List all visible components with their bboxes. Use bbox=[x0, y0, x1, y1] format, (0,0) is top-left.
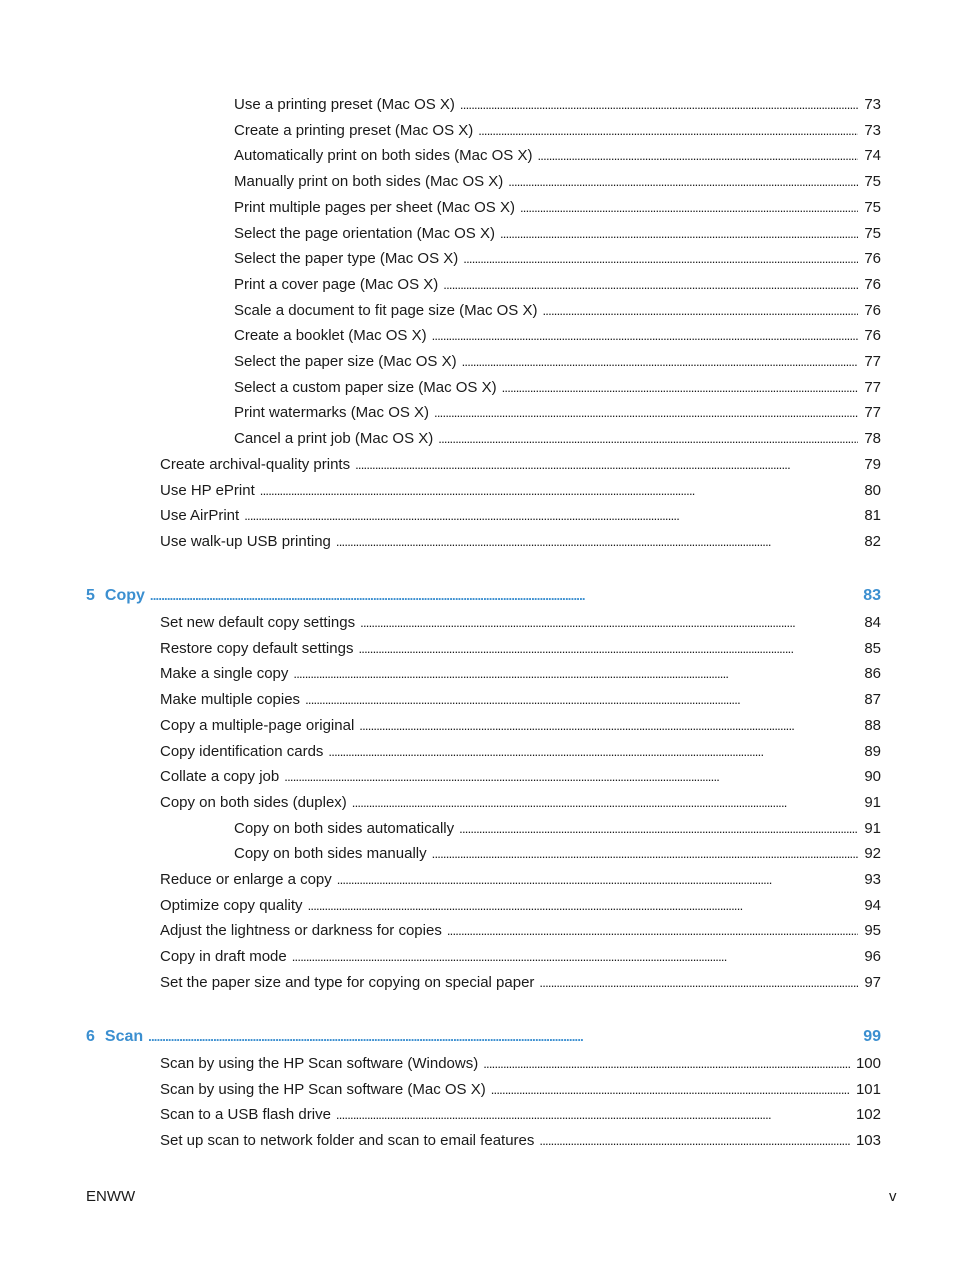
dot-leader bbox=[284, 767, 858, 787]
toc-entry-title: Scale a document to fit page size (Mac OS X) bbox=[234, 301, 538, 319]
dot-leader bbox=[478, 121, 858, 141]
toc-entry-title: Set up scan to network folder and scan to email features bbox=[160, 1132, 535, 1150]
toc-page-number: 75 bbox=[864, 224, 881, 242]
toc-page-number: 82 bbox=[864, 532, 881, 550]
toc-entry-title: Print multiple pages per sheet (Mac OS X) bbox=[234, 198, 515, 216]
dot-leader bbox=[502, 378, 859, 398]
toc-entry[interactable] bbox=[160, 532, 881, 552]
dot-leader bbox=[443, 275, 858, 295]
footer-left-label: ENWW bbox=[86, 1188, 136, 1205]
dot-leader bbox=[148, 1027, 857, 1047]
toc-entry[interactable] bbox=[234, 403, 881, 423]
toc-page-number: 89 bbox=[864, 742, 881, 760]
toc-entry-title: Copy on both sides manually bbox=[234, 845, 427, 863]
toc-entry[interactable] bbox=[234, 172, 881, 192]
toc-entry[interactable] bbox=[160, 767, 881, 787]
dot-leader bbox=[447, 921, 858, 941]
toc-entry-title: Create archival-quality prints bbox=[160, 455, 351, 473]
toc-entry-title: Adjust the lightness or darkness for copies bbox=[160, 922, 442, 940]
toc-entry[interactable] bbox=[234, 224, 881, 244]
toc-entry-title: Print a cover page (Mac OS X) bbox=[234, 275, 439, 293]
dot-leader bbox=[244, 506, 858, 526]
toc-entry[interactable] bbox=[234, 275, 881, 295]
dot-leader bbox=[432, 844, 859, 864]
dot-leader bbox=[305, 690, 858, 710]
toc-entry-title: Scan by using the HP Scan software (Mac OS X) bbox=[160, 1080, 486, 1098]
toc-entry-title: Reduce or enlarge a copy bbox=[160, 871, 332, 888]
toc-entry-title: Copy on both sides automatically bbox=[234, 819, 455, 837]
dot-leader bbox=[328, 742, 858, 762]
toc-page-number: 79 bbox=[864, 455, 881, 473]
toc-entry[interactable] bbox=[234, 844, 881, 864]
toc-entry[interactable] bbox=[160, 506, 881, 526]
toc-entry[interactable] bbox=[234, 198, 881, 218]
dot-leader bbox=[463, 249, 858, 269]
dot-leader bbox=[337, 870, 859, 890]
dot-leader bbox=[500, 224, 858, 244]
dot-leader bbox=[358, 639, 858, 659]
toc-entry-title: Use AirPrint bbox=[160, 507, 240, 525]
toc-entry-title: Make multiple copies bbox=[160, 691, 301, 709]
toc-entry[interactable] bbox=[234, 249, 881, 269]
toc-page-number: 76 bbox=[864, 301, 881, 319]
toc-entry-title: Make a single copy bbox=[160, 665, 289, 683]
dot-leader bbox=[462, 352, 859, 372]
toc-entry-title: Cancel a print job (Mac OS X) bbox=[234, 430, 434, 448]
toc-entry-title: Use HP ePrint bbox=[160, 481, 255, 499]
chapter-number: 6 bbox=[86, 1028, 95, 1045]
toc-page-number: 91 bbox=[864, 793, 881, 811]
toc-entry[interactable] bbox=[160, 690, 881, 710]
toc-page-number: 73 bbox=[864, 96, 881, 113]
toc-entry[interactable] bbox=[160, 793, 881, 813]
toc-entry-title: Scan to a USB flash drive bbox=[160, 1106, 331, 1124]
dot-leader bbox=[460, 95, 858, 115]
toc-entry[interactable] bbox=[160, 1080, 881, 1100]
toc-entry[interactable] bbox=[160, 1105, 881, 1125]
toc-entry-title: Select a custom paper size (Mac OS X) bbox=[234, 378, 497, 396]
dot-leader bbox=[483, 1054, 850, 1074]
toc-page-number: 91 bbox=[864, 819, 881, 837]
dot-leader bbox=[336, 532, 858, 552]
toc-entry-title: Collate a copy job bbox=[160, 768, 280, 786]
toc-page-number: 86 bbox=[864, 665, 881, 683]
toc-entry-title: Create a booklet (Mac OS X) bbox=[234, 327, 427, 345]
toc-entry-title: Select the paper size (Mac OS X) bbox=[234, 353, 457, 370]
dot-leader bbox=[308, 896, 859, 916]
chapter-title: Copy bbox=[104, 587, 145, 604]
toc-entry[interactable] bbox=[234, 819, 881, 839]
dot-leader bbox=[336, 1105, 850, 1125]
toc-entry[interactable] bbox=[160, 639, 881, 659]
dot-leader bbox=[539, 973, 858, 993]
dot-leader bbox=[491, 1080, 850, 1100]
toc-entry-title: Use walk-up USB printing bbox=[160, 532, 331, 550]
toc-entry[interactable] bbox=[160, 947, 881, 967]
chapter-title: Scan bbox=[104, 1028, 144, 1045]
toc-entry[interactable] bbox=[234, 146, 881, 166]
toc-page-number: 99 bbox=[863, 1028, 881, 1045]
toc-page-number: 93 bbox=[864, 871, 881, 888]
toc-page-number: 85 bbox=[864, 639, 881, 657]
toc-page-number: 75 bbox=[864, 198, 881, 216]
dot-leader bbox=[438, 429, 858, 449]
toc-entry[interactable] bbox=[234, 95, 881, 115]
toc-page-number: 84 bbox=[864, 614, 881, 631]
toc-entry[interactable] bbox=[160, 455, 881, 475]
toc-entry[interactable] bbox=[234, 326, 881, 346]
toc-entry[interactable] bbox=[160, 716, 881, 736]
toc-entry[interactable] bbox=[234, 429, 881, 449]
toc-page-number: 81 bbox=[864, 507, 881, 525]
dot-leader bbox=[293, 664, 858, 684]
toc-entry-title: Scan by using the HP Scan software (Windows) bbox=[160, 1055, 479, 1072]
toc-entry-title: Select the paper type (Mac OS X) bbox=[234, 250, 459, 268]
toc-page-number: 94 bbox=[864, 896, 881, 914]
toc-page-number: 96 bbox=[864, 948, 881, 966]
toc-entry[interactable] bbox=[234, 352, 881, 372]
toc-page-number: 101 bbox=[855, 1080, 881, 1098]
dot-leader bbox=[434, 403, 858, 423]
dot-leader bbox=[542, 301, 858, 321]
dot-leader bbox=[537, 146, 858, 166]
toc-page-number: 76 bbox=[864, 327, 881, 345]
toc-entry-title: Optimize copy quality bbox=[160, 896, 303, 914]
toc-entry[interactable] bbox=[160, 481, 881, 501]
toc-entry-title: Set new default copy settings bbox=[160, 614, 356, 631]
toc-entry-title: Use a printing preset (Mac OS X) bbox=[234, 96, 455, 113]
dot-leader bbox=[459, 819, 858, 839]
toc-page-number: 92 bbox=[864, 845, 881, 863]
dot-leader bbox=[292, 947, 859, 967]
toc-entry-title: Set the paper size and type for copying on special paper bbox=[160, 973, 535, 991]
toc-page-number: 87 bbox=[864, 691, 881, 709]
toc-page-number: 90 bbox=[864, 768, 881, 786]
toc-entry-title: Copy identification cards bbox=[160, 742, 324, 760]
toc-entry[interactable] bbox=[234, 121, 881, 141]
toc-page-number: 77 bbox=[864, 353, 881, 370]
toc-entry[interactable] bbox=[234, 378, 881, 398]
toc-chapter-heading[interactable] bbox=[86, 1027, 881, 1047]
toc-chapter-heading[interactable] bbox=[86, 586, 881, 606]
toc-entry-title: Print watermarks (Mac OS X) bbox=[234, 404, 430, 422]
toc-entry[interactable] bbox=[160, 1054, 881, 1074]
toc-page-number: 100 bbox=[855, 1055, 881, 1072]
dot-leader bbox=[150, 586, 857, 606]
toc-page-number: 102 bbox=[855, 1106, 881, 1124]
toc-page-number: 75 bbox=[864, 173, 881, 191]
toc-page-number: 78 bbox=[864, 430, 881, 448]
toc-entry-title: Copy on both sides (duplex) bbox=[160, 793, 347, 811]
toc-page-number: 76 bbox=[864, 275, 881, 293]
toc-entry-title: Create a printing preset (Mac OS X) bbox=[234, 121, 474, 139]
toc-entry[interactable] bbox=[234, 301, 881, 321]
toc-page-number: 103 bbox=[855, 1132, 881, 1150]
toc-entry-title: Select the page orientation (Mac OS X) bbox=[234, 224, 495, 242]
toc-entry[interactable] bbox=[160, 896, 881, 916]
dot-leader bbox=[520, 198, 858, 218]
toc-page-number: 95 bbox=[864, 922, 881, 940]
toc-entry-title: Copy in draft mode bbox=[160, 948, 287, 966]
toc-entry[interactable] bbox=[160, 921, 881, 941]
toc-page-number: 76 bbox=[864, 250, 881, 268]
toc-entry-title: Copy a multiple-page original bbox=[160, 716, 355, 734]
toc-entry-title: Automatically print on both sides (Mac OS X) bbox=[234, 147, 533, 165]
toc-page-number: 77 bbox=[864, 378, 881, 396]
toc-page-number: 80 bbox=[864, 481, 881, 499]
dot-leader bbox=[355, 455, 858, 475]
toc-page-number: 74 bbox=[864, 147, 881, 165]
toc-entry[interactable] bbox=[160, 1131, 881, 1151]
dot-leader bbox=[539, 1131, 850, 1151]
dot-leader bbox=[352, 793, 859, 813]
dot-leader bbox=[359, 716, 858, 736]
toc-page-number: 97 bbox=[864, 973, 881, 991]
toc-page-number: 73 bbox=[864, 121, 881, 139]
toc-entry[interactable] bbox=[160, 973, 881, 993]
toc-entry-title: Restore copy default settings bbox=[160, 639, 354, 657]
dot-leader bbox=[432, 326, 859, 346]
toc-page-number: 83 bbox=[863, 587, 881, 604]
dot-leader bbox=[360, 613, 858, 633]
toc-page-number: 77 bbox=[864, 404, 881, 422]
toc-entry-title: Manually print on both sides (Mac OS X) bbox=[234, 173, 504, 191]
toc-entry[interactable] bbox=[160, 613, 881, 633]
footer-page-number: v bbox=[889, 1188, 897, 1205]
toc-entry[interactable] bbox=[160, 870, 881, 890]
toc-entry[interactable] bbox=[160, 742, 881, 762]
toc-entry[interactable] bbox=[160, 664, 881, 684]
chapter-number: 5 bbox=[86, 587, 95, 604]
toc-page-number: 88 bbox=[864, 716, 881, 734]
dot-leader bbox=[508, 172, 858, 192]
dot-leader bbox=[260, 481, 859, 501]
